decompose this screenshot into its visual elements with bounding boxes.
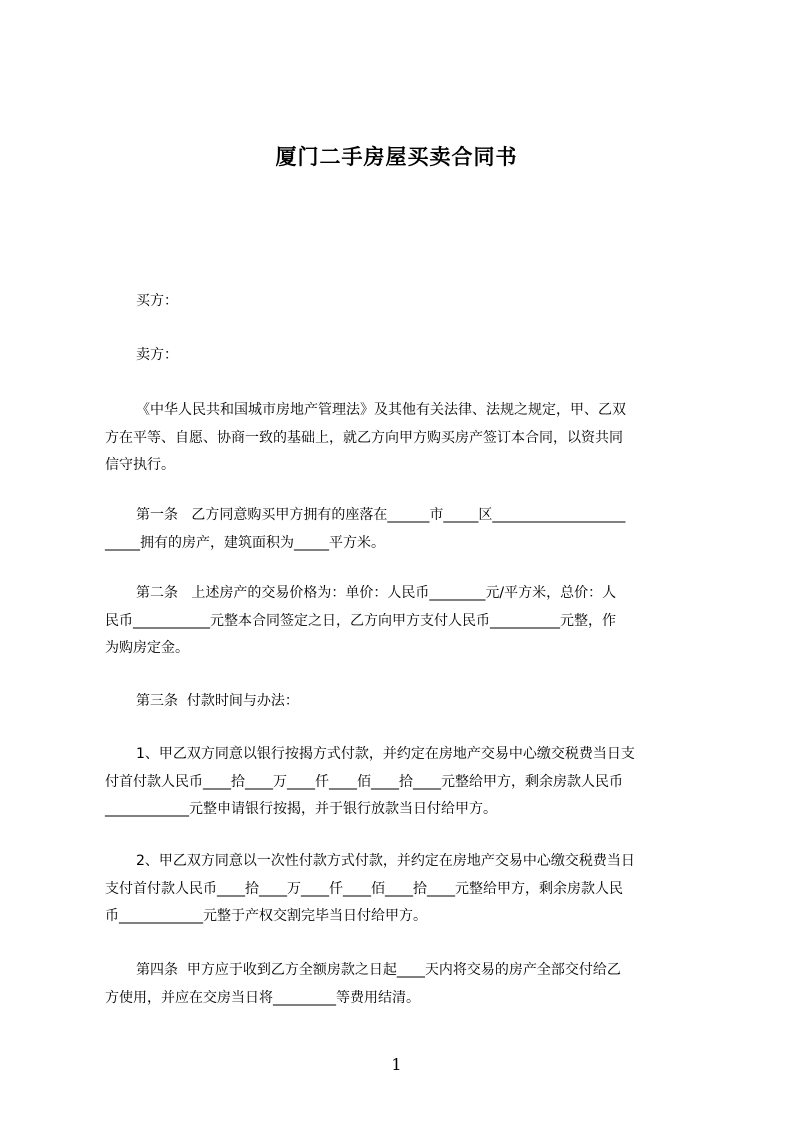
preamble-line: 信守执行。	[105, 457, 175, 473]
clause2-line: 币____________元整于产权交割完毕当日付给甲方。	[105, 908, 427, 924]
article2-line: 民币___________元整本合同签定之日，乙方向甲方支付人民币__________元整，作	[105, 613, 616, 629]
page-number: 1	[391, 1055, 402, 1074]
article3-heading: 第三条 付款时间与办法：	[136, 693, 299, 709]
clause1-line: 付首付款人民币____拾____万____仟____佰____拾____元整给甲方，剩余房款人民币	[105, 774, 623, 790]
article1-line: 第一条 乙方同意购买甲方拥有的座落在______市_____区___________________	[136, 507, 626, 523]
buyer-label: 买方：	[136, 293, 178, 309]
clause1-line: 1、甲乙双方同意以银行按揭方式付款，并约定在房地产交易中心缴交税费当日支	[136, 746, 635, 762]
clause2-line: 2、甲乙双方同意以一次性付款方式付款，并约定在房地产交易中心缴交税费当日	[136, 853, 635, 869]
article4-line: 方使用，并应在交房当日将_________等费用结清。	[105, 990, 420, 1006]
clause2-line: 支付首付款人民币____拾____万____仟____佰____拾____元整给甲方，剩余房款人民	[105, 881, 623, 897]
article4-line: 第四条 甲方应于收到乙方全额房款之日起____天内将交易的房产全部交付给乙	[136, 962, 621, 978]
article2-line: 第二条 上述房产的交易价格为：单价：人民币________元/平方米，总价：人	[136, 585, 617, 601]
seller-label: 卖方：	[136, 347, 178, 363]
article1-line: _____拥有的房产，建筑面积为_____平方米。	[105, 535, 385, 551]
article2-line: 为购房定金。	[105, 640, 189, 656]
document-title: 厦门二手房屋买卖合同书	[275, 145, 518, 169]
clause1-line: ____________元整申请银行按揭，并于银行放款当日付给甲方。	[105, 801, 497, 817]
preamble-line: 方在平等、自愿、协商一致的基础上，就乙方向甲方购买房产签订本合同，以资共同	[105, 430, 623, 446]
preamble-line: 《中华人民共和国城市房地产管理法》及其他有关法律、法规之规定，甲、乙双	[136, 402, 626, 418]
